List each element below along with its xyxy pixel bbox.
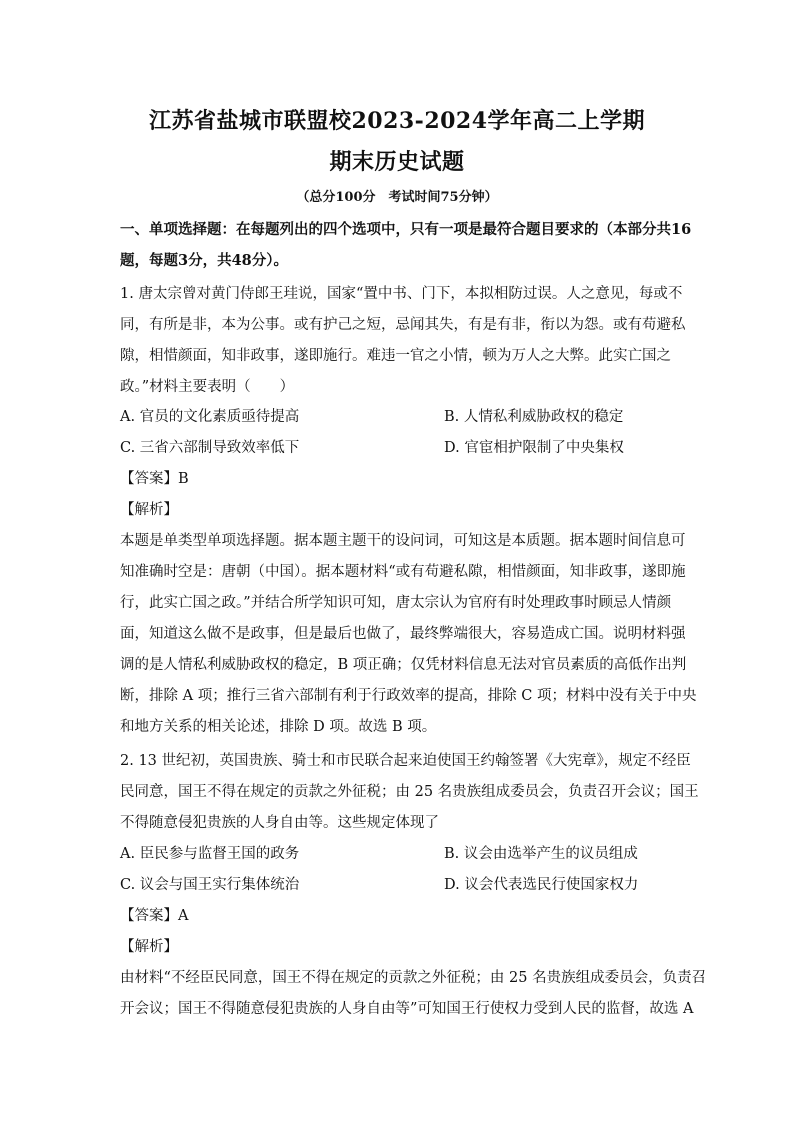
exam-title-line1: 江苏省盐城市联盟校2023-2024学年高二上学期: [148, 108, 646, 134]
question-1-option-b: B. 人情私利威胁政权的稳定: [444, 409, 624, 425]
question-1-analysis-line: 和地方关系的相关论述，排除 D 项。故选 B 项。: [120, 719, 437, 735]
section-heading-line: 题，每题3分，共48分）。: [120, 252, 289, 269]
question-1-analysis-label: 【解析】: [120, 502, 178, 518]
question-1-answer: 【答案】B: [120, 471, 189, 487]
question-2-answer: 【答案】A: [120, 908, 189, 924]
question-2-stem-line: 不得随意侵犯贵族的人身自由等。这些规定体现了: [120, 815, 439, 831]
question-2-option-b: B. 议会由选举产生的议员组成: [444, 846, 638, 862]
question-1-analysis-line: 断，排除 A 项；推行三省六部制有利于行政效率的提高，排除 C 项；材料中没有关于中央: [120, 688, 697, 704]
question-1-stem-line: 隙，相惜颜面，知非政事，遂即施行。难违一官之小情，顿为万人之大弊。此实亡国之: [120, 348, 671, 364]
question-2-stem-line: 2. 13 世纪初，英国贵族、骑士和市民联合起来迫使国王约翰签署《大宪章》，规定不经臣: [120, 753, 691, 769]
section-heading-line: 一、单项选择题：在每题列出的四个选项中，只有一项是最符合题目要求的（本部分共16: [120, 221, 692, 238]
question-2-analysis-line: 开会议；国王不得随意侵犯贵族的人身自由等”可知国王行使权力受到人民的监督，故选 A: [120, 1001, 694, 1017]
question-1-analysis-line: 本题是单类型单项选择题。据本题主题干的设问词，可知这是本质题。据本题时间信息可: [120, 533, 686, 549]
question-2-option-c: C. 议会与国王实行集体统治: [120, 877, 300, 893]
question-1-option-d: D. 官宦相护限制了中央集权: [444, 440, 624, 456]
question-1-stem-line: 1. 唐太宗曾对黄门侍郎王珪说，国家“置中书、门下，本拟相防过误。人之意见，每或不: [120, 286, 683, 302]
question-2-stem-line: 民同意，国王不得在规定的贡款之外征税；由 25 名贵族组成委员会，负责召开会议；国王: [120, 784, 699, 800]
question-2-option-d: D. 议会代表选民行使国家权力: [444, 877, 639, 893]
question-1-analysis-line: 行，此实亡国之政。”并结合所学知识可知，唐太宗认为官府有时处理政事时顾忌人情颜: [120, 595, 672, 611]
question-1-stem-line: 政。”材料主要表明（ ）: [120, 379, 295, 395]
question-1-analysis-line: 知准确时空是：唐朝（中国）。据本题材料“或有苟避私隙，相惜颜面，知非政事，遂即施: [120, 564, 686, 580]
question-1-analysis-line: 面，知道这么做不是政事，但是最后也做了，最终弊端很大，容易造成亡国。说明材料强: [120, 626, 686, 642]
exam-title-line2: 期末历史试题: [329, 149, 465, 175]
question-1-option-a: A. 官员的文化素质亟待提高: [120, 409, 300, 425]
question-2-analysis-line: 由材料“不经臣民同意，国王不得在规定的贡款之外征税；由 25 名贵族组成委员会，负责召: [120, 970, 707, 986]
exam-subtitle: （总分100分 考试时间75分钟）: [296, 190, 498, 205]
question-2-option-a: A. 臣民参与监督王国的政务: [120, 846, 300, 862]
question-1-stem-line: 同，有所是非，本为公事。或有护己之短，忌闻其失，有是有非，衔以为怨。或有苟避私: [120, 317, 686, 333]
question-1-analysis-line: 调的是人情私利威胁政权的稳定，B 项正确；仅凭材料信息无法对官员素质的高低作出判: [120, 657, 687, 673]
question-1-option-c: C. 三省六部制导致效率低下: [120, 440, 300, 456]
question-2-analysis-label: 【解析】: [120, 939, 178, 955]
